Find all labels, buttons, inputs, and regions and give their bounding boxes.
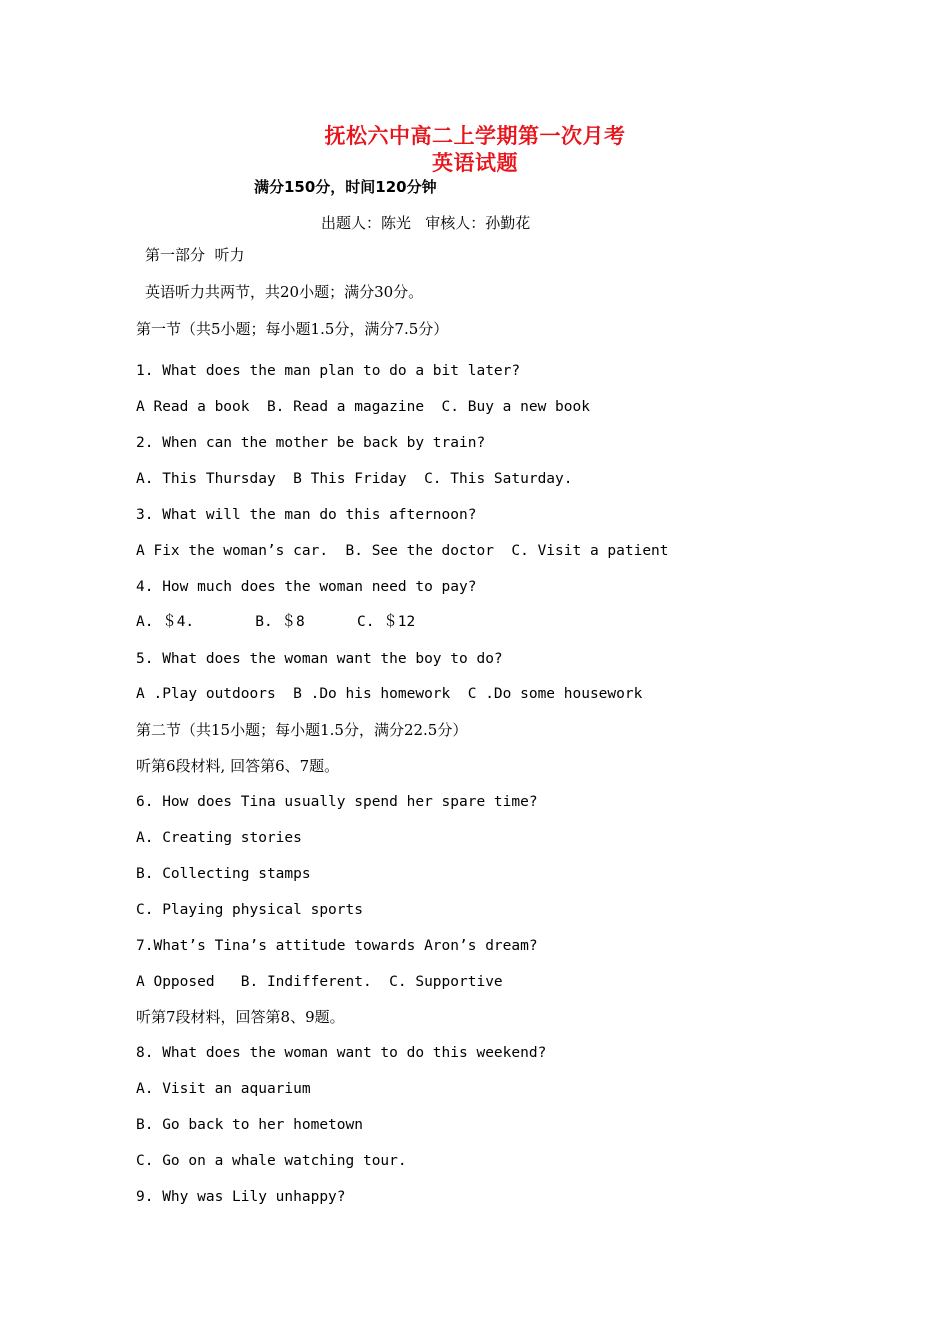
- question-6: 6. How does Tina usually spend her spare time?: [136, 794, 538, 810]
- question-8-option-c: C. Go on a whale watching tour.: [136, 1153, 407, 1169]
- material-7-instruction: 听第7段材料，回答第8、9题。: [136, 1008, 345, 1026]
- question-1-options: A Read a book B. Read a magazine C. Buy a new book: [136, 399, 590, 415]
- question-6-option-b: B. Collecting stamps: [136, 866, 311, 882]
- question-6-option-c: C. Playing physical sports: [136, 902, 363, 918]
- question-6-option-a: A. Creating stories: [136, 830, 302, 846]
- question-7-options: A Opposed B. Indifferent. C. Supportive: [136, 974, 503, 990]
- authors-line: 出题人：陈光 审核人：孙勤花: [321, 214, 531, 232]
- section-1-heading: 第一节（共5小题；每小题1.5分，满分7.5分）: [136, 320, 449, 338]
- question-5: 5. What does the woman want the boy to do?: [136, 651, 503, 667]
- score-time-info: 满分150分，时间120分钟: [254, 178, 437, 196]
- material-6-instruction: 听第6段材料, 回答第6、7题。: [136, 757, 340, 775]
- question-4-options: A. ＄4. B. ＄8 C. ＄12: [136, 614, 416, 630]
- question-2-options: A. This Thursday B This Friday C. This Saturday.: [136, 471, 573, 487]
- question-4: 4. How much does the woman need to pay?: [136, 579, 477, 595]
- exam-title: 抚松六中高二上学期第一次月考: [324, 124, 626, 148]
- question-7: 7.What’s Tina’s attitude towards Aron’s dream?: [136, 938, 538, 954]
- question-5-options: A .Play outdoors B .Do his homework C .Do some housework: [136, 686, 643, 702]
- part-heading: 第一部分 听力: [145, 246, 245, 264]
- question-8: 8. What does the woman want to do this weekend?: [136, 1045, 547, 1061]
- listening-intro: 英语听力共两节，共20小题；满分30分。: [145, 283, 424, 301]
- exam-subtitle: 英语试题: [432, 151, 518, 175]
- section-2-heading: 第二节（共15小题；每小题1.5分，满分22.5分）: [136, 721, 468, 739]
- question-8-option-b: B. Go back to her hometown: [136, 1117, 363, 1133]
- question-9: 9. Why was Lily unhappy?: [136, 1189, 346, 1205]
- question-2: 2. When can the mother be back by train?: [136, 435, 486, 451]
- question-1: 1. What does the man plan to do a bit later?: [136, 363, 521, 379]
- question-8-option-a: A. Visit an aquarium: [136, 1081, 311, 1097]
- question-3-options: A Fix the woman’s car. B. See the doctor C. Visit a patient: [136, 543, 669, 559]
- question-3: 3. What will the man do this afternoon?: [136, 507, 477, 523]
